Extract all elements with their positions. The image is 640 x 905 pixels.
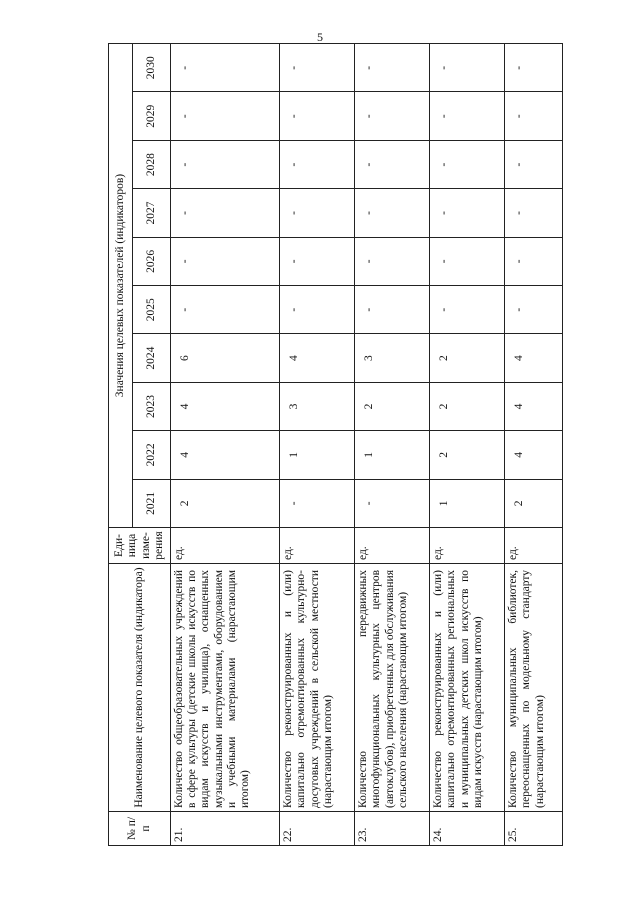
unit-of-measure: ед. bbox=[430, 528, 505, 564]
header-year-2028: 2028 bbox=[133, 140, 171, 188]
header-values-group: Значения целевых показателей (индикаторов) bbox=[109, 44, 133, 528]
header-year-2023: 2023 bbox=[133, 382, 171, 430]
value-2021: 2 bbox=[171, 479, 280, 527]
value-2023: 2 bbox=[430, 382, 505, 430]
header-year-2022: 2022 bbox=[133, 431, 171, 479]
header-year-2026: 2026 bbox=[133, 237, 171, 285]
table-row bbox=[430, 44, 505, 846]
value-2027: - bbox=[430, 189, 505, 237]
value-2026: - bbox=[505, 237, 563, 285]
row-number: 23. bbox=[355, 812, 430, 846]
table-row bbox=[280, 44, 355, 846]
indicators-table bbox=[108, 43, 563, 846]
value-2027: - bbox=[355, 189, 430, 237]
row-number: 22. bbox=[280, 812, 355, 846]
value-2028: - bbox=[355, 140, 430, 188]
value-2027: - bbox=[505, 189, 563, 237]
value-2030: - bbox=[355, 44, 430, 92]
value-2025: - bbox=[355, 286, 430, 334]
unit-of-measure: ед. bbox=[171, 528, 280, 564]
value-2030: - bbox=[505, 44, 563, 92]
unit-of-measure: ед. bbox=[505, 528, 563, 564]
value-2029: - bbox=[430, 92, 505, 140]
value-2026: - bbox=[430, 237, 505, 285]
value-2023: 4 bbox=[171, 382, 280, 430]
value-2021: 1 bbox=[430, 479, 505, 527]
value-2030: - bbox=[280, 44, 355, 92]
value-2023: 3 bbox=[280, 382, 355, 430]
row-number: 24. bbox=[430, 812, 505, 846]
value-2023: 2 bbox=[355, 382, 430, 430]
indicator-name: Количество общеобразовательных учреждений в сфере культуры (детские школы искусств по видам искусств и училища), оснащенных музыкальными инструментами, оборудованием и учебными материалами (нарастающим итогом) bbox=[171, 564, 280, 812]
value-2029: - bbox=[355, 92, 430, 140]
value-2022: 2 bbox=[430, 431, 505, 479]
value-2026: - bbox=[355, 237, 430, 285]
value-2024: 4 bbox=[280, 334, 355, 382]
indicator-name: Количество муниципальных библиотек, переоснащенных по модельному стандарту (нарастающим итогом) bbox=[505, 564, 563, 812]
row-number: 25. bbox=[505, 812, 563, 846]
value-2024: 3 bbox=[355, 334, 430, 382]
value-2021: 2 bbox=[505, 479, 563, 527]
value-2029: - bbox=[505, 92, 563, 140]
value-2022: 1 bbox=[355, 431, 430, 479]
header-unit: Еди-ница изме-рения bbox=[109, 528, 171, 564]
value-2024: 4 bbox=[505, 334, 563, 382]
value-2030: - bbox=[430, 44, 505, 92]
unit-of-measure: ед. bbox=[355, 528, 430, 564]
value-2029: - bbox=[171, 92, 280, 140]
page-number: 5 bbox=[317, 30, 323, 44]
header-year-2025: 2025 bbox=[133, 286, 171, 334]
value-2022: 4 bbox=[505, 431, 563, 479]
header-year-2029: 2029 bbox=[133, 92, 171, 140]
header-name: Наименование целевого показателя (индикатора) bbox=[109, 564, 171, 812]
table-row bbox=[355, 44, 430, 846]
value-2025: - bbox=[430, 286, 505, 334]
value-2026: - bbox=[171, 237, 280, 285]
table-row bbox=[505, 44, 563, 846]
table-row bbox=[171, 44, 280, 846]
value-2028: - bbox=[171, 140, 280, 188]
indicator-name: Количество реконструированных и (или) капитально отремонтированных культурно-досуговых учреждений в сельской местности (нарастающим итогом) bbox=[280, 564, 355, 812]
value-2028: - bbox=[280, 140, 355, 188]
indicator-name: Количество реконструированных и (или) капитально отремонтированных региональных и муниципальных детских школ искусств по видам искусств (нарастающим итогом) bbox=[430, 564, 505, 812]
value-2026: - bbox=[280, 237, 355, 285]
value-2029: - bbox=[280, 92, 355, 140]
value-2027: - bbox=[171, 189, 280, 237]
header-year-2024: 2024 bbox=[133, 334, 171, 382]
value-2025: - bbox=[280, 286, 355, 334]
value-2025: - bbox=[505, 286, 563, 334]
header-year-2030: 2030 bbox=[133, 44, 171, 92]
header-year-2021: 2021 bbox=[133, 479, 171, 527]
value-2022: 4 bbox=[171, 431, 280, 479]
value-2025: - bbox=[171, 286, 280, 334]
rotated-table-wrapper bbox=[108, 44, 563, 846]
value-2021: - bbox=[280, 479, 355, 527]
value-2021: - bbox=[355, 479, 430, 527]
value-2023: 4 bbox=[505, 382, 563, 430]
row-number: 21. bbox=[171, 812, 280, 846]
value-2030: - bbox=[171, 44, 280, 92]
value-2028: - bbox=[505, 140, 563, 188]
value-2022: 1 bbox=[280, 431, 355, 479]
value-2027: - bbox=[280, 189, 355, 237]
value-2024: 2 bbox=[430, 334, 505, 382]
value-2024: 6 bbox=[171, 334, 280, 382]
indicator-name: Количество передвижных многофункциональных культурных центров (автоклубов), приобретенных для обслуживания сельского населения (нарастающим итогом) bbox=[355, 564, 430, 812]
value-2028: - bbox=[430, 140, 505, 188]
header-year-2027: 2027 bbox=[133, 189, 171, 237]
unit-of-measure: ед. bbox=[280, 528, 355, 564]
table-body bbox=[171, 44, 563, 846]
header-num: № п/п bbox=[109, 812, 171, 846]
